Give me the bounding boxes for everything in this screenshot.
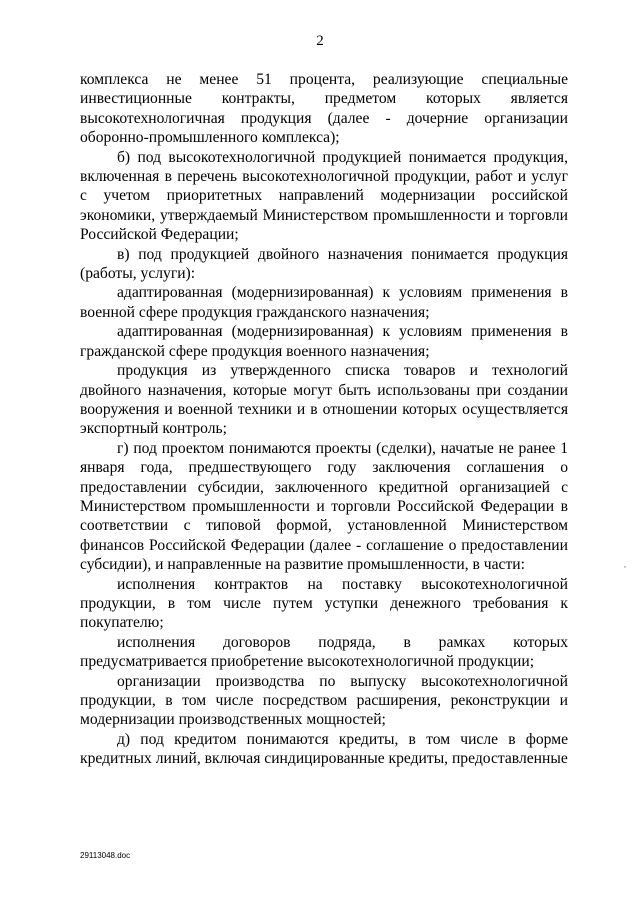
- paragraph-dual-use-item-3: продукция из утвержденного списка товаров и технологий двойного назначения, которые могут быть использованы при создании вооружения и военной техники и в отношении которых осуществляется экспортный контроль;: [80, 362, 568, 438]
- paragraph-dual-use-item-2: адаптированная (модернизированная) к условиям применения в гражданской сфере продукция военного назначения;: [80, 323, 568, 360]
- paragraph-d-credit-definition: д) под кредитом понимаются кредиты, в том числе в форме кредитных линий, включая синдицированные кредиты, предоставленные: [80, 730, 568, 768]
- paragraph-dual-use-item-1: адаптированная (модернизированная) к условиям применения в военной сфере продукция гражданского назначения;: [80, 284, 568, 321]
- paragraph-project-item-2: исполнения договоров подряда, в рамках которых предусматривается приобретение высокотехнологичной продукции;: [80, 633, 568, 671]
- margin-mark: ,: [624, 560, 626, 569]
- paragraph-b-high-tech-definition: б) под высокотехнологичной продукцией понимается продукция, включенная в перечень высокотехнологичной продукции, работ и услуг с учетом приоритетных направлений модернизации российской экономики, утверждаемый Министерством промышленности и торговли Российской Федерации;: [80, 148, 568, 244]
- paragraph-v-dual-use-definition: в) под продукцией двойного назначения понимается продукция (работы, услуги):: [80, 245, 568, 283]
- paragraph-project-item-3: организации производства по выпуску высокотехнологичной продукции, в том числе посредством расширения, реконструкции и модернизации производственных мощностей;: [80, 672, 568, 729]
- document-body: [80, 70, 568, 769]
- page-number: 2: [316, 33, 324, 49]
- paragraph-g-project-definition: г) под проектом понимаются проекты (сделки), начатые не ранее 1 января года, предшествующего году заключения соглашения о предоставлении субсидии, заключенного кредитной организацией с Министерством промышленности и торговли Российской Федерации в соответствии с типовой формой, установленной Министерством финансов Российской Федерации (далее - соглашение о предоставлении субсидии), и направленные на развитие промышленности, в части:: [80, 439, 568, 574]
- footer-document-code: 29113048.doc: [80, 851, 131, 860]
- paragraph-continuation: комплекса не менее 51 процента, реализующие специальные инвестиционные контракты, предметом которых является высокотехнологичная продукция (далее - дочерние организации оборонно-промышленного комплекса);: [80, 71, 568, 147]
- paragraph-project-item-1: исполнения контрактов на поставку высокотехнологичной продукции, в том числе путем уступки денежного требования к покупателю;: [80, 575, 568, 632]
